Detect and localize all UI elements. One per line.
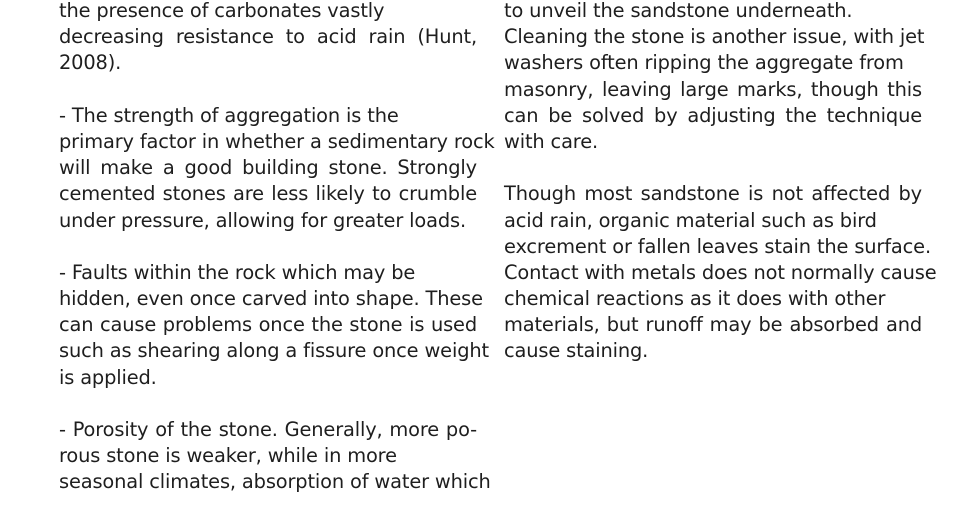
paragraph-faults bbox=[59, 260, 489, 391]
text-line: - Faults within the rock which may be bbox=[59, 260, 416, 284]
text-line: primary factor in whether a sedimentary rock bbox=[59, 129, 495, 153]
text-line: cemented stones are less likely to crumble bbox=[59, 182, 477, 206]
text-line: will make a good building stone. Strongly bbox=[59, 156, 477, 180]
text-line: under pressure, allowing for greater loads. bbox=[59, 208, 466, 232]
paragraph-staining bbox=[504, 181, 937, 364]
paragraph-aggregation-strength bbox=[59, 103, 495, 234]
paragraph-porosity bbox=[59, 417, 491, 496]
text-line: rous stone is weaker, while in more bbox=[59, 444, 397, 468]
text-line: with care. bbox=[504, 129, 598, 153]
text-line: is applied. bbox=[59, 365, 157, 389]
text-line: 2008). bbox=[59, 51, 122, 75]
text-line: Cleaning the stone is another issue, with jet bbox=[504, 25, 925, 49]
text-line: cause staining. bbox=[504, 339, 649, 363]
text-line: excrement or fallen leaves stain the surface. bbox=[504, 234, 931, 258]
paragraph-cleaning bbox=[504, 0, 925, 155]
text-line: washers often ripping the aggregate from bbox=[504, 51, 904, 75]
left-text-column bbox=[59, 0, 495, 522]
text-line: - The strength of aggregation is the bbox=[59, 103, 399, 127]
text-line: hidden, even once carved into shape. These bbox=[59, 287, 483, 311]
right-text-column bbox=[504, 0, 937, 391]
text-line: acid rain, organic material such as bird bbox=[504, 208, 877, 232]
text-line: chemical reactions as it does with other bbox=[504, 287, 886, 311]
text-line: can cause problems once the stone is used bbox=[59, 313, 477, 337]
text-line: such as shearing along a fissure once weight bbox=[59, 339, 489, 363]
text-line: decreasing resistance to acid rain (Hunt, bbox=[59, 25, 477, 49]
text-line: the presence of carbonates vastly bbox=[59, 0, 385, 22]
text-line: Contact with metals does not normally cause bbox=[504, 260, 937, 284]
text-line: to unveil the sandstone underneath. bbox=[504, 0, 853, 22]
text-line: seasonal climates, absorption of water which bbox=[59, 470, 491, 494]
text-line: masonry, leaving large marks, though this bbox=[504, 77, 922, 101]
paragraph-acid-rain-tail bbox=[59, 0, 477, 77]
text-line: materials, but runoff may be absorbed and bbox=[504, 313, 922, 337]
text-line: - Porosity of the stone. Generally, more po- bbox=[59, 418, 477, 441]
text-line: Though most sandstone is not affected by bbox=[504, 182, 922, 206]
text-line: can be solved by adjusting the technique bbox=[504, 103, 922, 127]
